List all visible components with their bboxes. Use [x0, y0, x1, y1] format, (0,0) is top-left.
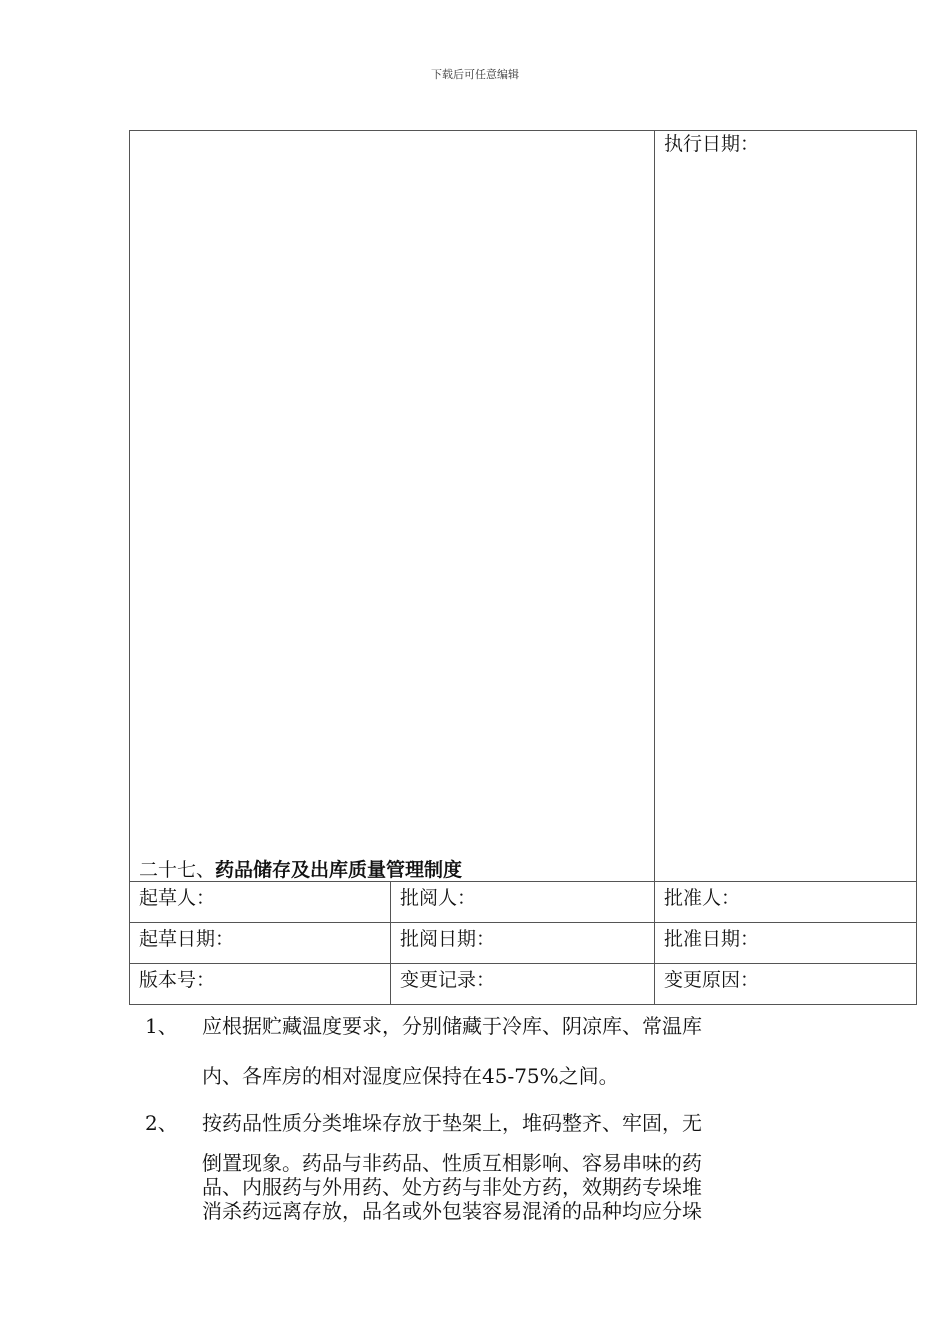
draft-date-cell: 起草日期： [130, 923, 391, 964]
document-control-table [129, 130, 917, 1005]
list-item-number: 1、 [145, 1014, 178, 1038]
change-record-cell: 变更记录： [391, 964, 655, 1005]
list-item-line: 内、各库房的相对湿度应保持在45-75%之间。 [202, 1064, 619, 1088]
reviewer-cell: 批阅人： [391, 882, 655, 923]
list-item-line: 应根据贮藏温度要求，分别储藏于冷库、阴凉库、常温库 [202, 1014, 702, 1038]
exec-date-label: 执行日期： [664, 133, 760, 155]
list-item-number: 2、 [145, 1111, 178, 1135]
page-header-note: 下载后可任意编辑 [431, 68, 519, 81]
approval-date-cell: 批准日期： [655, 923, 917, 964]
title-cell [130, 131, 655, 882]
version-cell: 版本号： [130, 964, 391, 1005]
approver-cell: 批准人： [655, 882, 917, 923]
section-title: 药品储存及出库质量管理制度 [215, 859, 463, 881]
list-item-line: 按药品性质分类堆垛存放于垫架上，堆码整齐、牢固，无 [202, 1111, 702, 1135]
list-item-line: 消杀药远离存放，品名或外包装容易混淆的品种均应分垛 [202, 1199, 702, 1223]
change-reason-cell: 变更原因： [655, 964, 917, 1005]
section-number: 二十七、 [139, 859, 216, 881]
exec-date-cell [655, 131, 917, 882]
list-item-line: 品、内服药与外用药、处方药与非处方药，效期药专垛堆 [202, 1175, 702, 1199]
list-item-line: 倒置现象。药品与非药品、性质互相影响、容易串味的药 [202, 1151, 702, 1175]
drafter-cell: 起草人： [130, 882, 391, 923]
review-date-cell: 批阅日期： [391, 923, 655, 964]
